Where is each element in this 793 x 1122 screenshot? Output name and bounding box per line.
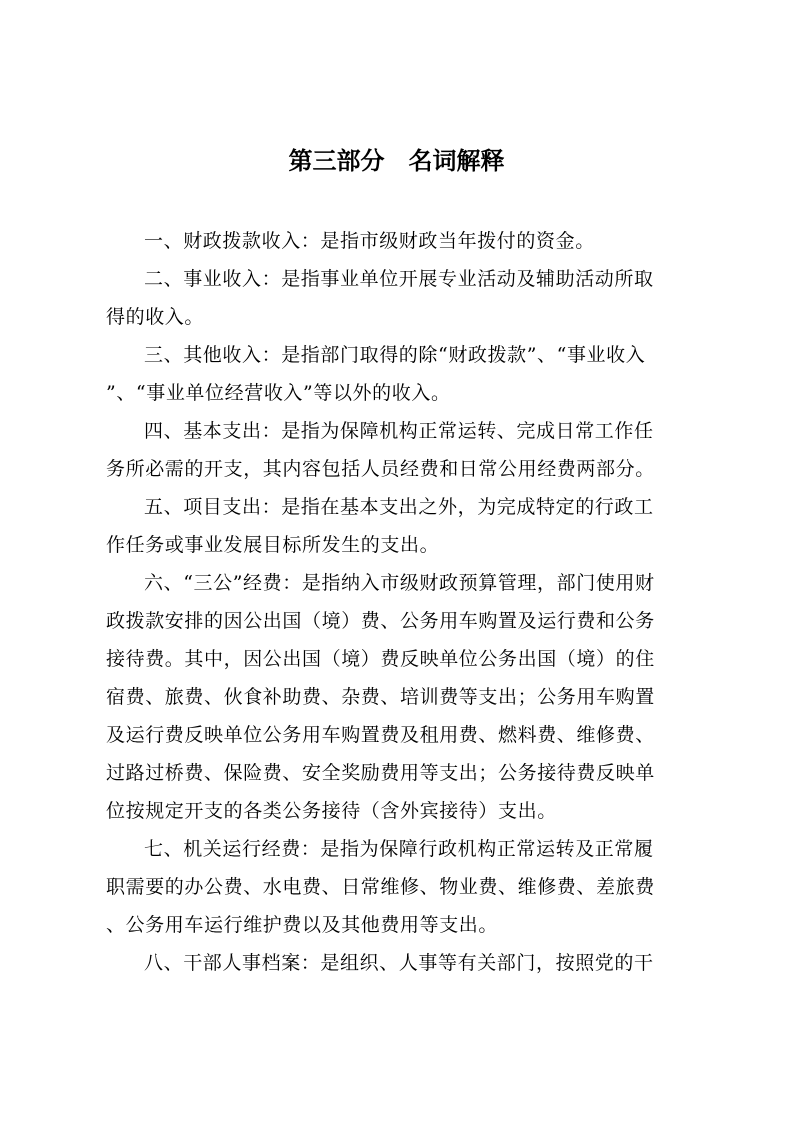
paragraph-line: 及运行费反映单位公务用车购置费及租用费、燃料费、维修费、 [106, 724, 655, 746]
paragraph-2 [106, 260, 706, 336]
paragraph-7 [106, 830, 706, 944]
paragraph-line: 接待费。其中，因公出国（境）费反映单位公务出国（境）的住 [106, 648, 655, 670]
paragraph-line: 宿费、旅费、伙食补助费、杂费、培训费等支出；公务用车购置 [106, 686, 655, 708]
paragraph-line: 五、项目支出：是指在基本支出之外，为完成特定的行政工 [144, 496, 654, 518]
paragraph-line: 、公务用车运行维护费以及其他费用等支出。 [106, 914, 499, 936]
document-title: 第三部分 名词解释 [288, 147, 505, 175]
paragraph-5 [106, 488, 706, 564]
paragraph-line: 政拨款安排的因公出国（境）费、公务用车购置及运行费和公务 [106, 610, 655, 632]
paragraph-line: 一、财政拨款收入：是指市级财政当年拨付的资金。 [144, 230, 595, 252]
paragraph-line: 八、干部人事档案：是组织、人事等有关部门，按照党的干 [144, 952, 654, 974]
document-body [106, 222, 706, 982]
paragraph-line: 得的收入。 [106, 306, 205, 328]
paragraph-3 [106, 336, 706, 412]
paragraph-line: 三、其他收入：是指部门取得的除“财政拨款”、“事业收入 [144, 344, 646, 366]
paragraph-4 [106, 412, 706, 488]
paragraph-line: 四、基本支出：是指为保障机构正常运转、完成日常工作任 [144, 420, 654, 442]
paragraph-6 [106, 564, 706, 830]
paragraph-line: 六、“三公”经费：是指纳入市级财政预算管理，部门使用财 [144, 572, 655, 594]
paragraph-line: 职需要的办公费、水电费、日常维修、物业费、维修费、差旅费 [106, 876, 655, 898]
paragraph-line: 二、事业收入：是指事业单位开展专业活动及辅助活动所取 [144, 268, 654, 290]
paragraph-line: 位按规定开支的各类公务接待（含外宾接待）支出。 [106, 800, 557, 822]
paragraph-8 [106, 944, 706, 982]
paragraph-line: 作任务或事业发展目标所发生的支出。 [106, 534, 440, 556]
paragraph-line: 过路过桥费、保险费、安全奖励费用等支出；公务接待费反映单 [106, 762, 655, 784]
paragraph-line: ”、“事业单位经营收入”等以外的收入。 [106, 382, 451, 404]
paragraph-1 [106, 222, 706, 260]
paragraph-line: 七、机关运行经费：是指为保障行政机构正常运转及正常履 [144, 838, 654, 860]
paragraph-line: 务所必需的开支，其内容包括人员经费和日常公用经费两部分。 [106, 458, 655, 480]
